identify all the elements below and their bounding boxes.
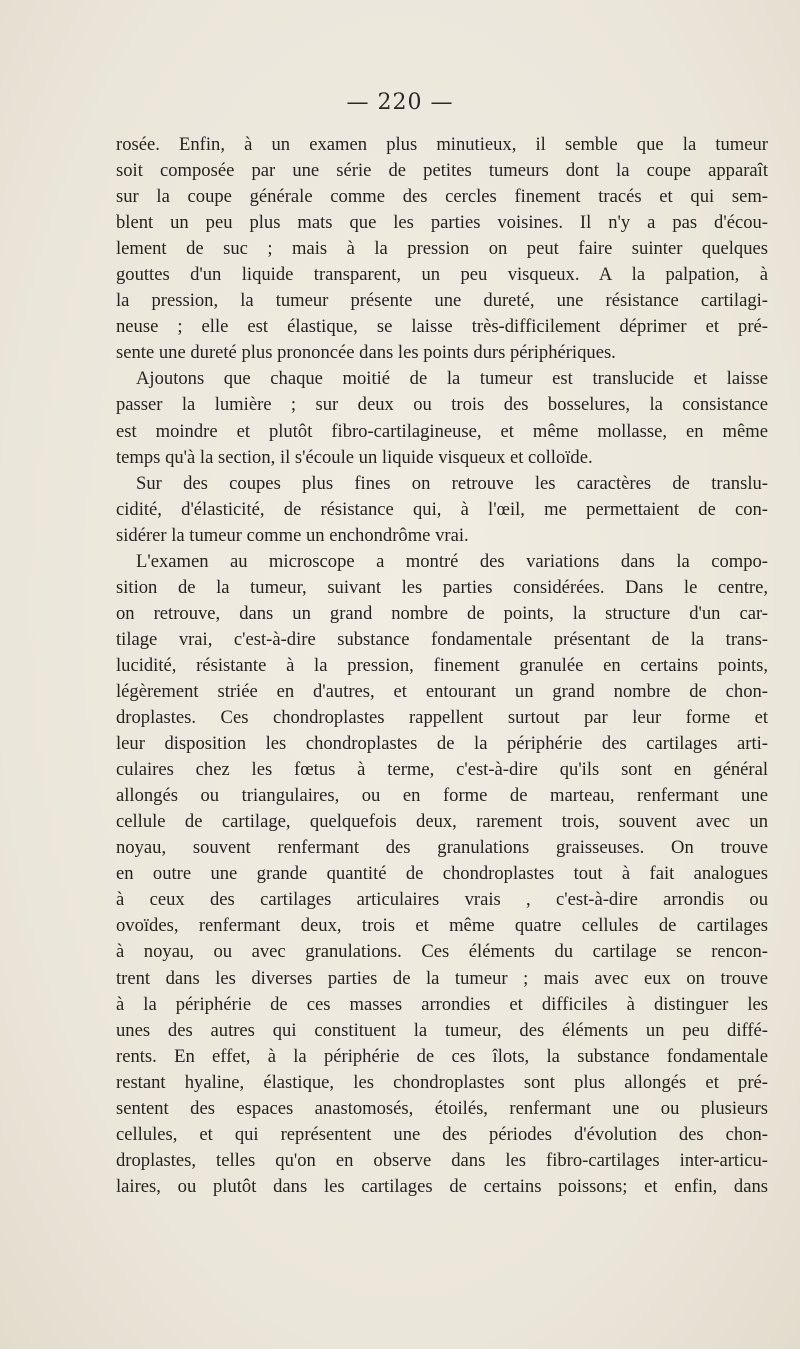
text-line: Ajoutons que chaque moitié de la tumeur est translucide et laisse: [136, 368, 768, 390]
text-line: temps qu'à la section, il s'écoule un liquide visqueux et colloïde.: [116, 446, 593, 468]
body-text: [116, 132, 768, 1200]
paragraph-1: [116, 132, 768, 366]
text-line: lucidité, résistante à la pression, finement granulée en certains points,: [116, 654, 768, 676]
paragraph-4: [116, 549, 768, 1200]
paragraph-2: [116, 366, 768, 470]
text-line: unes des autres qui constituent la tumeur, des éléments un peu diffé-: [116, 1019, 768, 1041]
page-number: — 220 —: [346, 90, 454, 115]
text-line: en outre une grande quantité de chondroplastes tout à fait analogues: [116, 863, 768, 885]
text-line: culaires chez les fœtus à terme, c'est-à-dire qu'ils sont en général: [116, 759, 768, 781]
text-line: neuse ; elle est élastique, se laisse très-difficilement déprimer et pré-: [116, 316, 768, 338]
text-line: L'examen au microscope a montré des variations dans la compo-: [136, 550, 768, 572]
text-line: sentent des espaces anastomosés, étoilés, renfermant une ou plusieurs: [116, 1097, 768, 1119]
text-line: trent dans les diverses parties de la tumeur ; mais avec eux on trouve: [116, 967, 768, 989]
text-line: cellules, et qui représentent une des périodes d'évolution des chon-: [116, 1123, 768, 1145]
text-line: leur disposition les chondroplastes de la périphérie des cartilages arti-: [116, 733, 768, 755]
text-line: restant hyaline, élastique, les chondroplastes sont plus allongés et pré-: [116, 1071, 768, 1093]
text-line: noyau, souvent renfermant des granulations graisseuses. On trouve: [116, 837, 768, 859]
text-line: Sur des coupes plus fines on retrouve les caractères de translu-: [136, 472, 768, 494]
paragraph-3: [116, 471, 768, 549]
text-line: sidérer la tumeur comme un enchondrôme vrai.: [116, 524, 469, 546]
text-line: droplastes, telles qu'on en observe dans les fibro-cartilages inter-articu-: [116, 1149, 768, 1171]
text-line: soit composée par une série de petites tumeurs dont la coupe apparaît: [116, 160, 768, 182]
text-line: sente une dureté plus prononcée dans les points durs périphériques.: [116, 342, 616, 364]
text-line: rosée. Enfin, à un examen plus minutieux, il semble que la tumeur: [116, 134, 768, 155]
text-line: laires, ou plutôt dans les cartilages de certains poissons; et enfin, dans: [116, 1175, 768, 1197]
text-line: on retrouve, dans un grand nombre de points, la structure d'un car-: [116, 602, 768, 624]
text-line: est moindre et plutôt fibro-cartilagineuse, et même mollasse, en même: [116, 420, 768, 442]
text-line: allongés ou triangulaires, ou en forme de marteau, renfermant une: [116, 785, 768, 807]
text-line: à noyau, ou avec granulations. Ces éléments du cartilage se rencon-: [116, 941, 768, 963]
text-line: tilage vrai, c'est-à-dire substance fondamentale présentant de la trans-: [116, 628, 768, 650]
text-line: rents. En effet, à la périphérie de ces îlots, la substance fondamentale: [116, 1045, 768, 1067]
text-line: la pression, la tumeur présente une dureté, une résistance cartilagi-: [116, 290, 768, 312]
text-line: droplastes. Ces chondroplastes rappellent surtout par leur forme et: [116, 707, 768, 729]
text-line: à la périphérie de ces masses arrondies et difficiles à distinguer les: [116, 993, 768, 1015]
text-line: sur la coupe générale comme des cercles finement tracés et qui sem-: [116, 186, 768, 208]
text-line: légèrement striée en d'autres, et entourant un grand nombre de chon-: [116, 680, 768, 702]
text-line: à ceux des cartilages articulaires vrais , c'est-à-dire arrondis ou: [116, 889, 768, 911]
text-line: cellule de cartilage, quelquefois deux, rarement trois, souvent avec un: [116, 811, 768, 833]
text-line: ovoïdes, renfermant deux, trois et même quatre cellules de cartilages: [116, 915, 768, 937]
text-line: blent un peu plus mats que les parties voisines. Il n'y a pas d'écou-: [116, 212, 768, 234]
text-line: cidité, d'élasticité, de résistance qui, à l'œil, me permettaient de con-: [116, 498, 768, 520]
text-line: lement de suc ; mais à la pression on peut faire suinter quelques: [116, 238, 768, 260]
text-line: passer la lumière ; sur deux ou trois des bosselures, la consistance: [116, 394, 768, 416]
text-line: gouttes d'un liquide transparent, un peu visqueux. A la palpation, à: [116, 264, 768, 286]
text-line: sition de la tumeur, suivant les parties considérées. Dans le centre,: [116, 576, 768, 598]
